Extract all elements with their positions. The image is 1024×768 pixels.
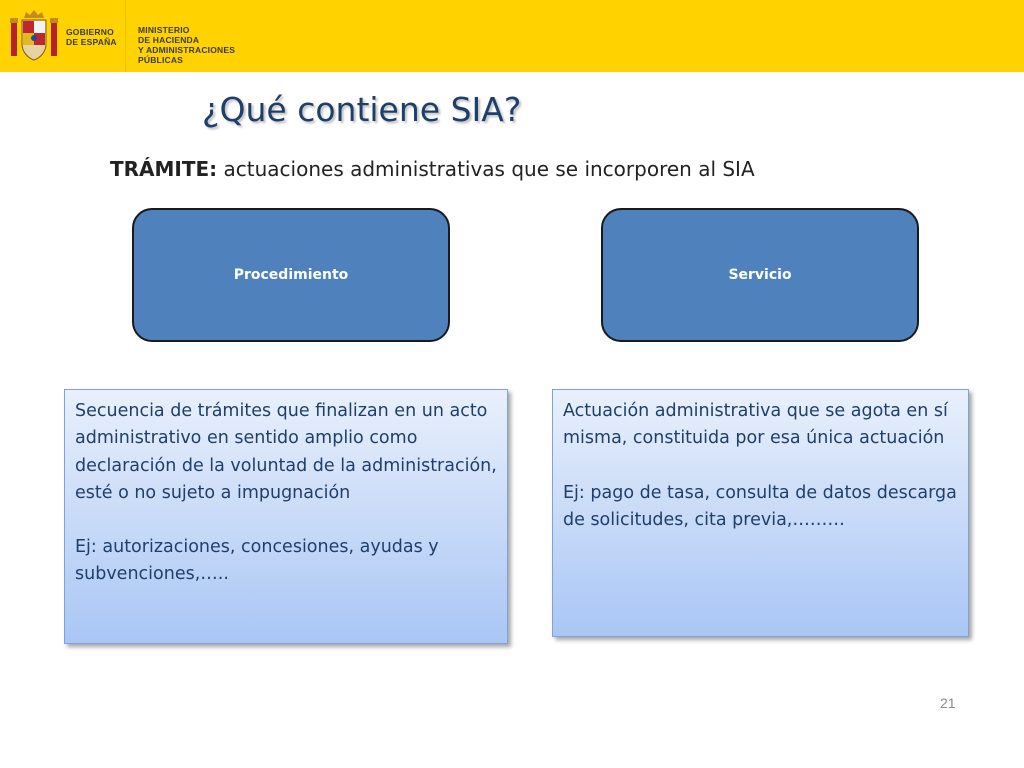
procedimiento-label: Procedimiento — [233, 267, 349, 283]
servicio-label: Servicio — [728, 267, 792, 283]
procedimiento-description: Secuencia de trámites que finalizan en un acto administrativo en sentido amplio como declaración de la voluntad de la administración, esté o no sujeto a impugnación — [75, 401, 497, 503]
servicio-example: Ej: pago de tasa, consulta de datos descarga de solicitudes, cita previa,……… — [563, 482, 957, 530]
subtitle-keyword: TRÁMITE: — [110, 157, 218, 181]
header-bar — [0, 0, 1024, 72]
servicio-box — [601, 208, 919, 342]
procedimiento-example: Ej: autorizaciones, concesiones, ayudas y subvenciones,….. — [75, 537, 439, 585]
procedimiento-box — [132, 208, 450, 342]
coat-of-arms-icon — [8, 8, 60, 64]
servicio-description: Actuación administrativa que se agota en sí misma, constituida por esa única actuación — [563, 401, 948, 449]
subtitle-text: actuaciones administrativas que se incorporen al SIA — [217, 157, 755, 181]
ministerio-text: MINISTERIO DE HACIENDA Y ADMINISTRACIONES PÚBLICAS — [138, 25, 236, 65]
slide-subtitle — [110, 157, 755, 181]
gobierno-espana-text: GOBIERNO DE ESPAÑA — [66, 27, 117, 47]
gobierno-logo-box — [0, 0, 126, 72]
page-number: 21 — [940, 695, 956, 711]
servicio-description-box — [552, 389, 969, 637]
slide-title: ¿Qué contiene SIA? — [202, 90, 522, 129]
procedimiento-description-box — [64, 389, 508, 644]
government-logo — [0, 0, 276, 72]
